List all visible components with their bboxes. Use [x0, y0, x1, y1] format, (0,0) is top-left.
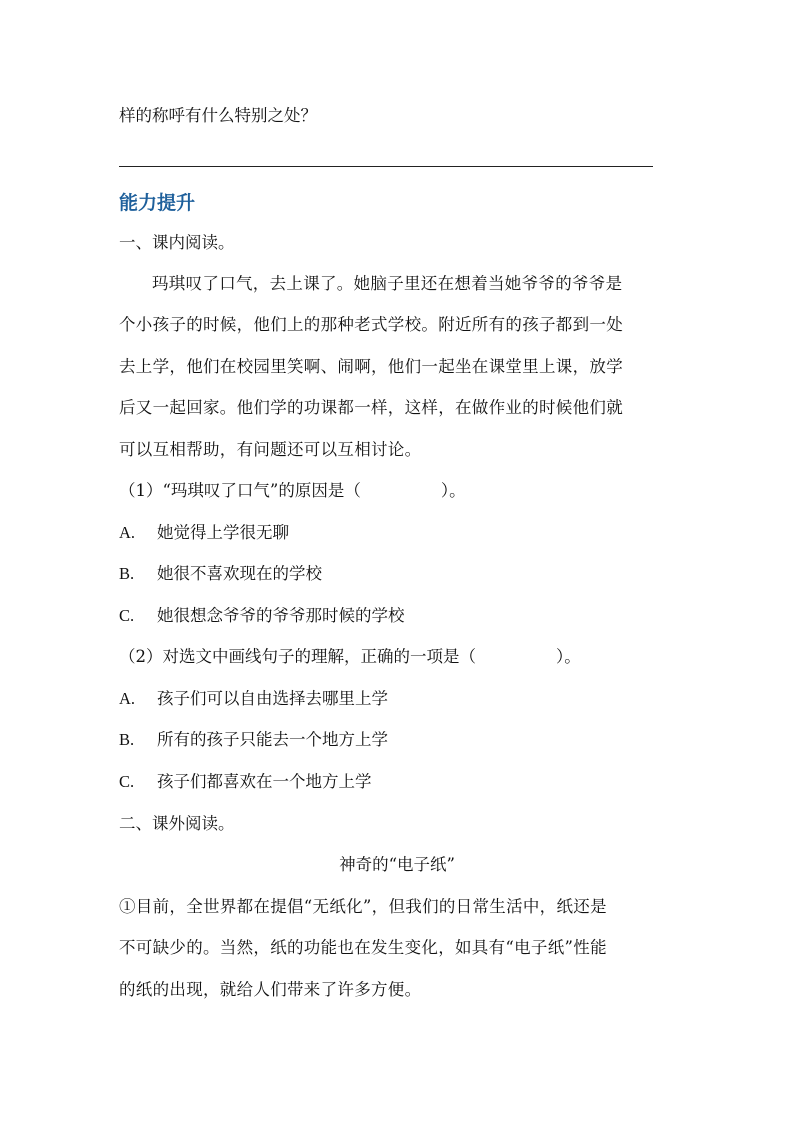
passage-line: 可以互相帮助，有问题还可以互相讨论。: [119, 440, 422, 459]
passage-line: 后又一起回家。他们学的功课都一样，这样，在做作业的时候他们就: [119, 398, 623, 417]
question-1: [119, 481, 466, 501]
question-1-stem: （1）“玛琪叹了口气”的原因是（: [119, 481, 361, 500]
answer-line: [119, 166, 653, 167]
option-text: 她很不喜欢现在的学校: [157, 564, 322, 583]
option-b: [119, 564, 322, 584]
part1-title: 一、课内阅读。: [119, 233, 235, 252]
option-text: 她觉得上学很无聊: [157, 523, 289, 542]
option-text: 她很想念爷爷的爷爷那时候的学校: [157, 606, 405, 625]
passage-line: 个小孩子的时候，他们上的那种老式学校。附近所有的孩子都到一处: [119, 315, 623, 334]
option-c: [119, 772, 372, 792]
section-heading: 能力提升: [119, 192, 196, 214]
option-b: [119, 730, 388, 750]
passage-line: 去上学，他们在校园里笑啊、闹啊，他们一起坐在课堂里上课，放学: [119, 357, 623, 376]
option-letter: C.: [119, 606, 135, 625]
option-letter: A.: [119, 689, 136, 708]
question-2: [119, 647, 581, 667]
article-paragraph-line: ①目前，全世界都在提倡“无纸化”，但我们的日常生活中，纸还是: [119, 897, 607, 916]
option-c: [119, 606, 405, 626]
passage-line: 玛琪叹了口气，去上课了。她脑子里还在想着当她爷爷的爷爷是: [152, 274, 623, 293]
option-letter: B.: [119, 730, 135, 749]
option-letter: B.: [119, 564, 135, 583]
question-1-stem-end: ）。: [440, 481, 466, 500]
article-paragraph-line: 的纸的出现，就给人们带来了许多方便。: [119, 980, 422, 999]
option-letter: C.: [119, 772, 135, 791]
option-text: 孩子们可以自由选择去哪里上学: [157, 689, 388, 708]
part2-title: 二、课外阅读。: [119, 814, 235, 833]
option-letter: A.: [119, 523, 136, 542]
option-a: [119, 689, 388, 709]
question-2-stem: （2）对选文中画线句子的理解，正确的一项是（: [119, 647, 476, 666]
option-text: 所有的孩子只能去一个地方上学: [157, 730, 388, 749]
article-title: 神奇的“电子纸”: [339, 855, 455, 874]
option-text: 孩子们都喜欢在一个地方上学: [157, 772, 372, 791]
option-a: [119, 523, 289, 543]
article-paragraph-line: 不可缺少的。当然，纸的功能也在发生变化，如具有“电子纸”性能: [119, 938, 607, 957]
previous-question-tail: 样的称呼有什么特别之处？: [119, 106, 317, 125]
question-2-stem-end: ）。: [556, 647, 581, 666]
